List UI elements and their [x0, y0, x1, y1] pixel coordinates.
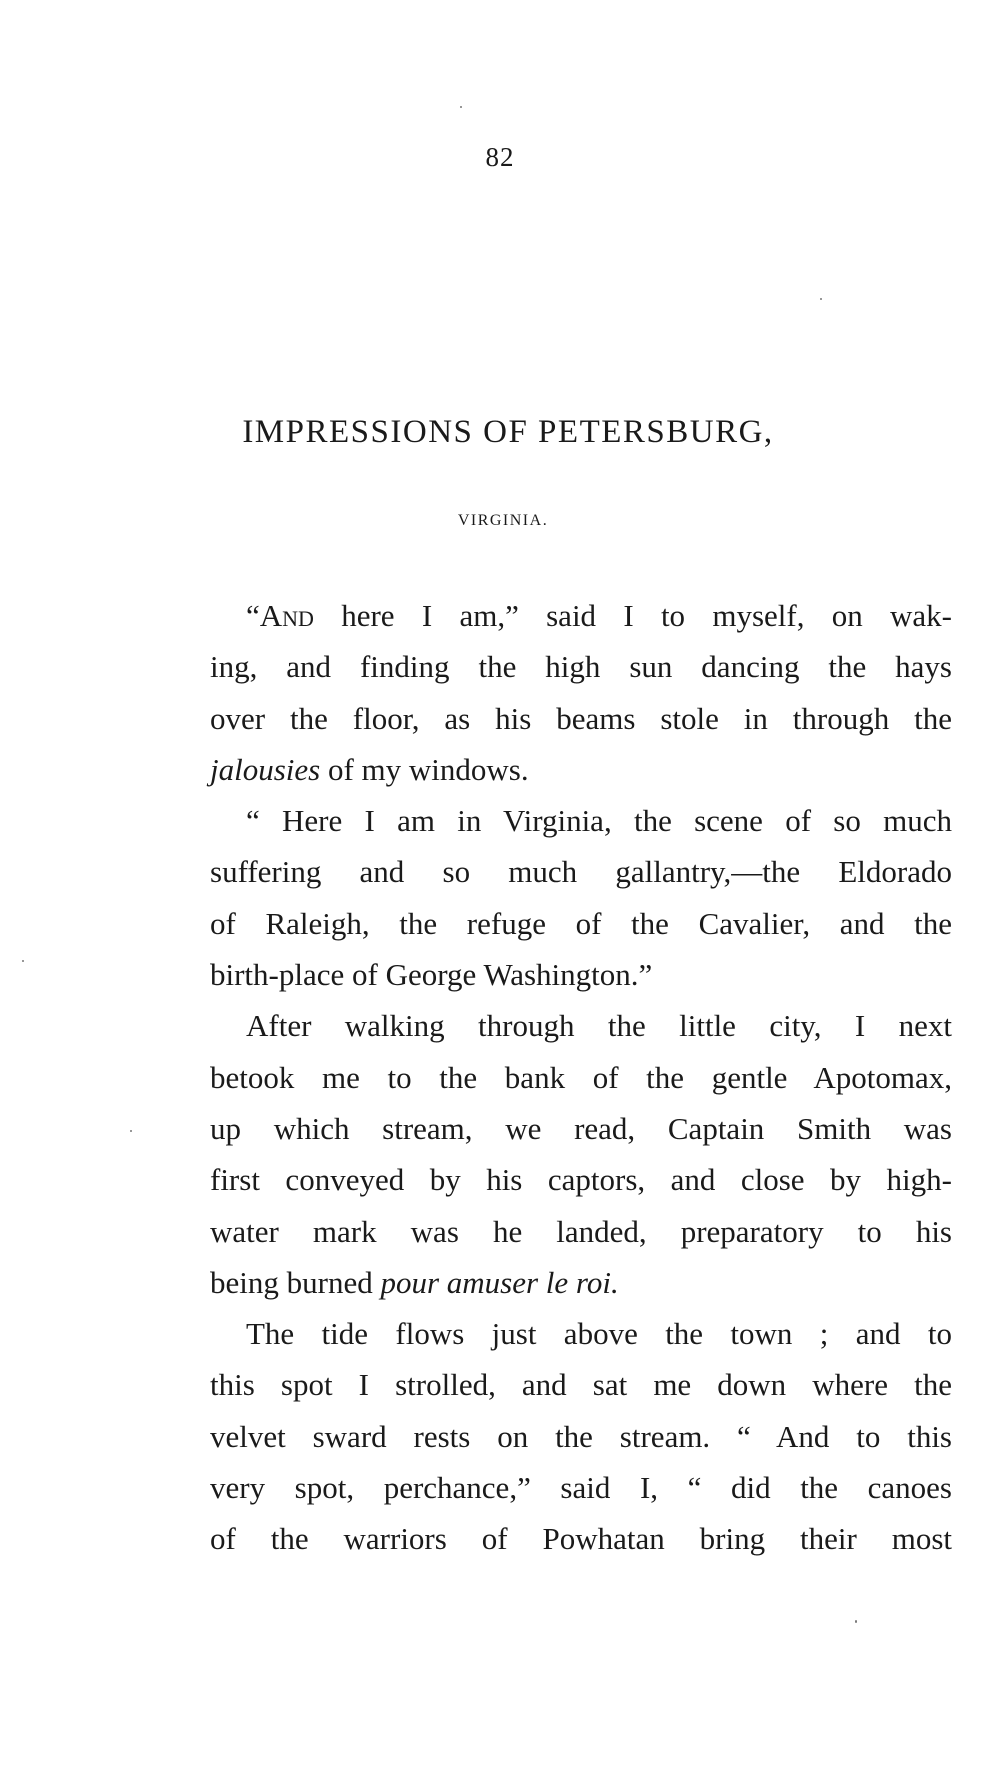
body-text [210, 590, 952, 1565]
text-line: velvet sward rests on the stream. “ And to this [210, 1418, 952, 1454]
text-line: being burned pour amuser le roi. [210, 1264, 619, 1300]
paper-speck [855, 1620, 857, 1623]
paper-speck [130, 1130, 132, 1132]
text-line: water mark was he landed, preparatory to his [210, 1213, 952, 1249]
chapter-subtitle: VIRGINIA. [457, 512, 549, 529]
chapter-title: IMPRESSIONS OF PETERSBURG, [242, 414, 774, 450]
text-line: birth-place of George Washington.” [210, 957, 653, 993]
paper-speck [460, 106, 462, 108]
text-line: over the floor, as his beams stole in through the [210, 700, 952, 736]
text-line: jalousies of my windows. [210, 751, 529, 787]
paper-speck [820, 298, 822, 300]
text-line: up which stream, we read, Captain Smith was [210, 1110, 952, 1146]
text-line: suffering and so much gallantry,—the Eldorado [210, 854, 952, 890]
text-line: this spot I strolled, and sat me down where the [210, 1367, 952, 1403]
text-line: The tide flows just above the town ; and to [246, 1316, 952, 1352]
page-number: 82 [485, 142, 515, 172]
text-line: of the warriors of Powhatan bring their most [210, 1521, 952, 1557]
text-line: very spot, perchance,” said I, “ did the canoes [210, 1470, 952, 1506]
text-line: ing, and finding the high sun dancing the hays [210, 649, 952, 685]
text-line: “ Here I am in Virginia, the scene of so much [246, 803, 952, 839]
text-line: betook me to the bank of the gentle Apotomax, [210, 1059, 952, 1095]
paper-speck [22, 960, 24, 962]
text-line: After walking through the little city, I next [246, 1008, 952, 1044]
text-line: “And here I am,” said I to myself, on wak- [246, 598, 952, 633]
text-line: of Raleigh, the refuge of the Cavalier, and the [210, 905, 952, 941]
text-line: first conveyed by his captors, and close by high- [210, 1162, 952, 1198]
